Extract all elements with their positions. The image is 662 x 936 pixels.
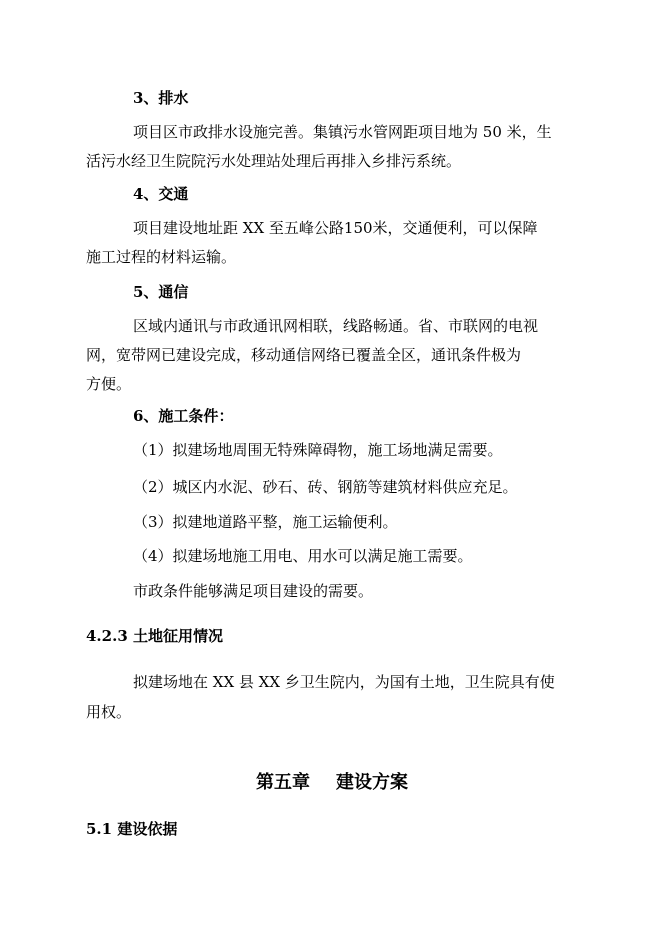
drainage-line-2: 活污水经卫生院院污水处理站处理后再排入乡排污系统。 <box>86 152 462 170</box>
construction-item-1: （1）拟建场地周围无特殊障碍物，施工场地满足需要。 <box>133 441 503 459</box>
chapter-number: 第五章 <box>256 772 310 793</box>
construction-summary: 市政条件能够满足项目建设的需要。 <box>133 582 374 600</box>
construction-heading: 6、施工条件： <box>133 407 234 425</box>
traffic-line-2: 施工过程的材料运输。 <box>86 248 237 266</box>
land-heading: 4.2.3 土地征用情况 <box>86 627 223 645</box>
communication-line-2: 网，宽带网已建设完成，移动通信网络已覆盖全区，通讯条件极为 <box>86 346 522 364</box>
construction-item-3: （3）拟建地道路平整，施工运输便利。 <box>133 513 398 531</box>
land-line-2: 用权。 <box>86 703 132 721</box>
drainage-heading: 3、排水 <box>133 89 189 107</box>
traffic-heading: 4、交通 <box>133 185 189 203</box>
communication-heading: 5、通信 <box>133 283 189 301</box>
chapter-heading <box>256 771 408 795</box>
communication-line-3: 方便。 <box>86 375 132 393</box>
construction-item-4: （4）拟建场地施工用电、用水可以满足施工需要。 <box>133 547 473 565</box>
land-line-1: 拟建场地在 XX 县 XX 乡卫生院内，为国有土地，卫生院具有使 <box>133 673 555 691</box>
construction-item-2: （2）城区内水泥、砂石、砖、钢筋等建筑材料供应充足。 <box>133 478 518 496</box>
drainage-line-1: 项目区市政排水设施完善。集镇污水管网距项目地为 50 米，生 <box>133 123 552 141</box>
traffic-line-1: 项目建设地址距 XX 至五峰公路150米，交通便利，可以保障 <box>133 219 538 237</box>
chapter-title: 建设方案 <box>336 772 408 793</box>
communication-line-1: 区域内通讯与市政通讯网相联，线路畅通。省、市联网的电视 <box>133 317 539 335</box>
subsection-heading: 5.1 建设依据 <box>86 820 178 838</box>
